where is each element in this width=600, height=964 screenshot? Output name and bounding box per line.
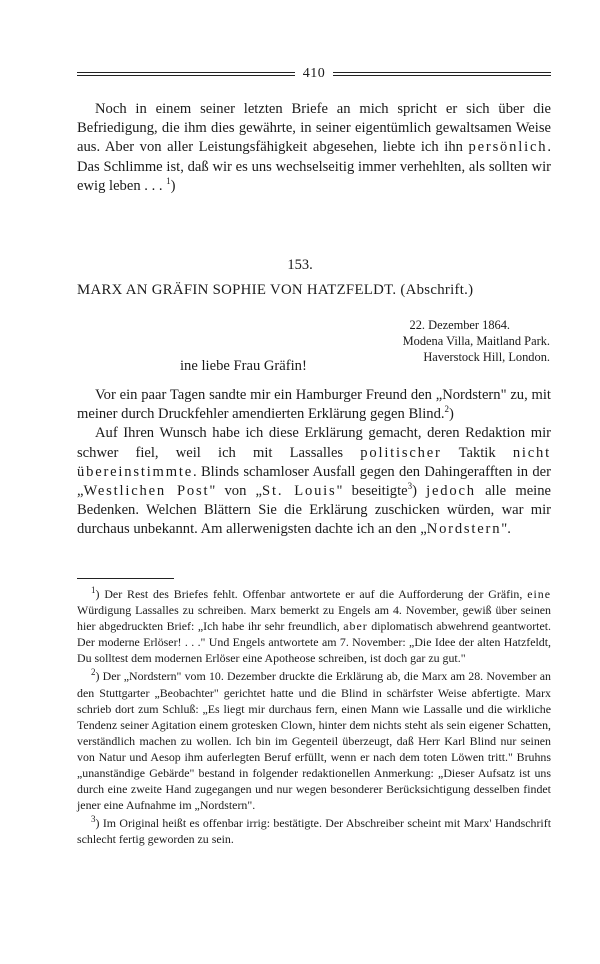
footnote-ref-1: 1	[166, 175, 171, 186]
letter-title: MARX AN GRÄFIN SOPHIE VON HATZFELDT. (Abschrift.)	[77, 282, 474, 298]
letter-paragraph-1: Vor ein paar Tagen sandte mir ein Hamburger Freund den „Nordstern" zu, mit meiner durch Druckfehler amendierten Erklärung gegen Blind.$^2$)	[77, 387, 551, 423]
footnote-ref-2: 2	[444, 404, 450, 415]
letter-salutation: ine liebe Frau Gräfin!	[180, 358, 307, 374]
letter-date: 22. Dezember 1864.	[409, 318, 510, 332]
footnote-separator	[77, 578, 174, 579]
letter-address-line-1: Modena Villa, Maitland Park.	[402, 334, 550, 348]
page-header	[77, 66, 551, 82]
letter-dateline	[300, 317, 550, 365]
intro-paragraph: Noch in einem seiner letzten Briefe an mich spricht er sich über die Befriedigung, die ihm dies gewährte, in seiner eigentümlich gewaltsamen Weise aus. Aber von aller Leistungsfähigkeit abgesehen, liebte ich ihn persönlich. Das Schlimme ist, daß wir es uns wechselseitig immer verhehlten, als sollten wir ewig leben . . . $^1$)	[77, 101, 551, 194]
footnote-1: $^1$) Der Rest des Briefes fehlt. Offenbar antwortete er auf die Aufforderung der Gräfin, eine Würdigung Lassalles zu schreiben. Marx bemerkt zu Engels am 4. November, gewiß über seinen hier abgedruckten Brief: „Ich habe ihr sehr freundlich, aber diplomatisch abwehrend geantwortet. Der moderne Erlöser! . . ." Und Engels antwortete am 7. November: „Die Idee der alten Hatzfeldt, Du solltest dem modernen Erlöser eine Apotheose schreiben, ist doch gar zu gut."	[77, 585, 552, 666]
letter-number: 153.	[287, 257, 313, 273]
letter-body	[77, 386, 551, 540]
letter-address-line-2: Haverstock Hill, London.	[423, 350, 550, 364]
letter-paragraph-2: Auf Ihren Wunsch habe ich diese Erklärung gemacht, deren Redaktion mir schwer fiel, weil ich mit Lassalles politischer Taktik nicht übereinstimmte. Blinds schamloser Ausfall gegen den Dahingerafften in der „Westlichen Post" von „St. Louis" beseitigte$^3$) jedoch alle meine Bedenken. Welchen Blättern Sie die Erklärung zuschicken würden, war mir durchaus unbekannt. Am allerwenigsten dachte ich an den „Nordstern".	[77, 425, 551, 538]
header-rule-left	[77, 72, 295, 76]
footnote-3: $^3$) Im Original heißt es offenbar irrig: bestätigte. Der Abschreiber scheint mit Marx' Handschrift schlecht fertig geworden zu sein.	[77, 814, 551, 847]
footnotes	[77, 586, 551, 850]
emphasis-persoenlich: persönlich	[468, 139, 548, 156]
header-rule-right	[333, 72, 551, 76]
footnote-2: $^2$) Der „Nordstern" vom 10. Dezember druckte die Erklärung ab, die Marx am 28. November an den Stuttgarter „Beobachter" gerichtet hatte und die Blind in schärfster Weise abfertigte. Marx schrieb dort zum Schluß: „Es liegt mir durchaus fern, einen Mann wie Lassalle und die wirkliche Tendenz seiner Agitation einem grotesken Clown, hinter dem nichts steht als sein eigener Schatten, verständlich machen zu wollen. Ich bin im Gegenteil überzeugt, daß Herr Karl Blind nur seinen von Natur und Aesop ihm auferlegten Beruf erfüllt, wenn er nach dem toten Löwen tritt." Bruhns „unanständige Gebärde" bestand in folgender redaktionellen Anmerkung: „Dieser Aufsatz ist uns durch eine zweite Hand zugegangen und nur wegen besonderer Berücksichtigung desselben findet jener eine Aufnahme im „Nordstern".	[77, 667, 551, 813]
footnote-ref-3: 3	[407, 481, 413, 492]
page-number: 410	[302, 66, 326, 81]
